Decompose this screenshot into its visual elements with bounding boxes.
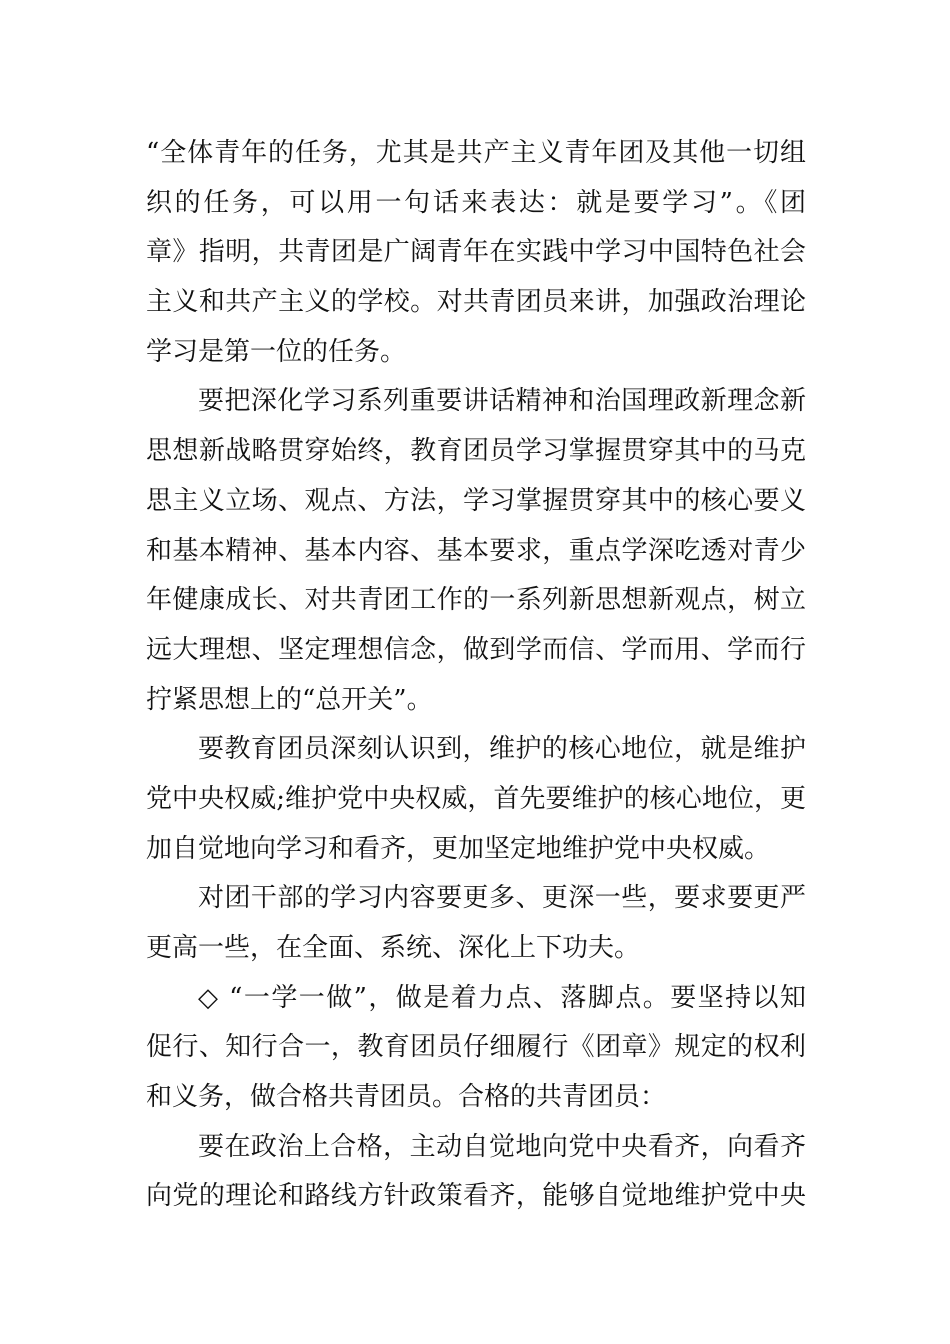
text-line: 远大理想、坚定理想信念，做到学而信、学而用、学而行 (146, 634, 806, 665)
text-line: 学习是第一位的任务。 (146, 336, 407, 367)
text-line: “全体青年的任务，尤其是共产主义青年团及其他一切组 (146, 138, 806, 168)
body-text (146, 129, 806, 1222)
text-line: 和基本精神、基本内容、基本要求，重点学深吃透对青少 (146, 535, 806, 566)
text-line: 要教育团员深刻认识到，维护的核心地位，就是维护 (198, 734, 806, 765)
text-line: 拧紧思想上的“总开关”。 (146, 684, 433, 715)
text-line: 年健康成长、对共青团工作的一系列新思想新观点，树立 (146, 585, 806, 616)
text-line: 和义务，做合格共青团员。合格的共青团员： (146, 1082, 667, 1113)
text-line: 向党的理论和路线方针政策看齐，能够自觉地维护党中央 (146, 1181, 806, 1212)
text-line: 促行、知行合一，教育团员仔细履行《团章》规定的权利 (146, 1032, 806, 1063)
text-line: 主义和共产主义的学校。对共青团员来讲，加强政治理论 (146, 287, 806, 318)
text-line: 加自觉地向学习和看齐，更加坚定地维护党中央权威。 (146, 833, 771, 864)
text-line: 更高一些，在全面、系统、深化上下功夫。 (146, 933, 641, 963)
text-line: 章》指明，共青团是广阔青年在实践中学习中国特色社会 (146, 237, 806, 268)
text-line: ◇ “一学一做”，做是着力点、落脚点。要坚持以知 (198, 982, 806, 1013)
text-line: 党中央权威;维护党中央权威，首先要维护的核心地位，更 (146, 783, 806, 814)
text-line: 思主义立场、观点、方法，学习掌握贯穿其中的核心要义 (146, 485, 806, 516)
text-line: 对团干部的学习内容要更多、更深一些，要求要更严 (198, 883, 806, 914)
text-line: 要在政治上合格，主动自觉地向党中央看齐，向看齐 (198, 1131, 806, 1162)
text-line: 织的任务，可以用一句话来表达：就是要学习”。《团 (146, 187, 806, 218)
text-line: 要把深化学习系列重要讲话精神和治国理政新理念新 (198, 386, 806, 417)
text-line: 思想新战略贯穿始终，教育团员学习掌握贯穿其中的马克 (146, 436, 806, 467)
